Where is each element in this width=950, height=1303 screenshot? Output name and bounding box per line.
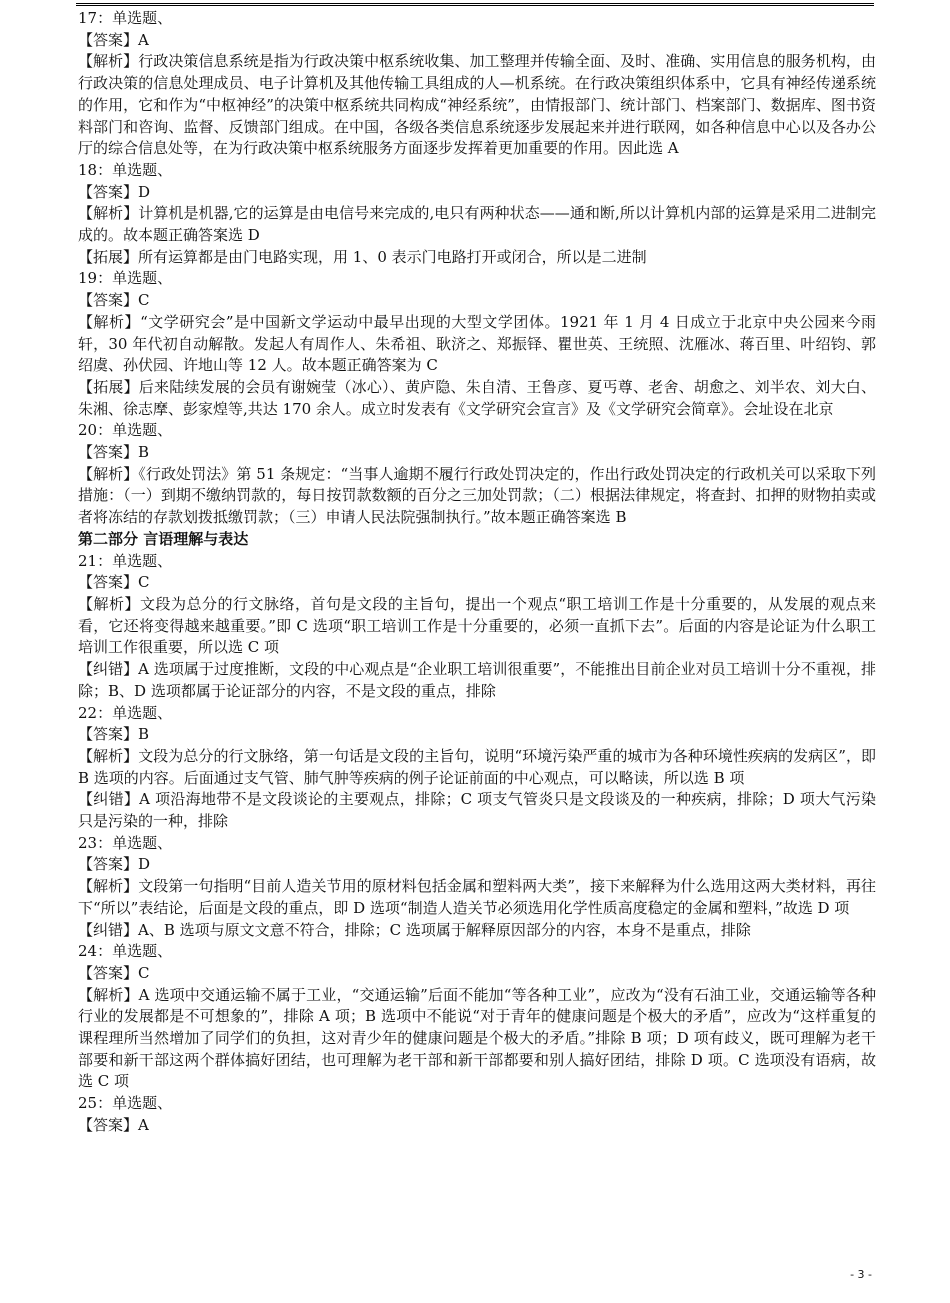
document-body xyxy=(78,8,876,1137)
header-rule xyxy=(76,3,874,6)
section-heading: 第二部分 言语理解与表达 xyxy=(78,529,249,548)
explanation-paragraph: 【解析】文段第一句指明“目前人造关节用的原材料包括金属和塑料两大类”，接下来解释为什么选用这两大类材料，再往下“所以”表结论，后面是文段的重点，即 D 选项“制造人造关节必须选用化学性质高度稳定的金属和塑料，”故选 D 项 xyxy=(78,877,876,917)
explanation-paragraph: 【解析】文段为总分的行文脉络，第一句话是文段的主旨句，说明“环境污染严重的城市为各种环境性疾病的发病区”，即 B 选项的内容。后面通过支气管、肺气肿等疾病的例子论证前面的中心观点，可以略读，所以选 B 项 xyxy=(78,746,876,787)
answer-line: 【答案】A xyxy=(78,30,149,49)
extension-paragraph: 【拓展】所有运算都是由门电路实现，用 1、0 表示门电路打开或闭合，所以是二进制 xyxy=(78,247,647,266)
explanation-paragraph: 【解析】文段为总分的行文脉络，首句是文段的主旨句，提出一个观点“职工培训工作是十分重要的，从发展的观点来看，它还将变得越来越重要。”即 C 选项“职工培训工作是十分重要的，必须一直抓下去”。后面的内容是论证为什么职工培训工作很重要，所以选 C 项 xyxy=(78,594,876,657)
answer-line: 【答案】B xyxy=(78,725,150,744)
question-23-label: 23：单选题、 xyxy=(78,833,173,852)
explanation-paragraph: 【解析】计算机是机器,它的运算是由电信号来完成的,电只有两种状态——通和断,所以计算机内部的运算是采用二进制完成的。故本题正确答案选 D xyxy=(78,204,876,245)
answer-line: 【答案】C xyxy=(78,573,150,592)
correction-paragraph: 【纠错】A、B 选项与原文文意不符合，排除；C 选项属于解释原因部分的内容，本身不是重点，排除 xyxy=(78,920,751,939)
answer-line: 【答案】B xyxy=(78,443,150,462)
question-20-label: 20：单选题、 xyxy=(78,421,173,440)
correction-paragraph: 【纠错】A 项沿海地带不是文段谈论的主要观点，排除；C 项支气管炎只是文段谈及的一种疾病，排除；D 项大气污染只是污染的一种，排除 xyxy=(78,790,876,831)
question-21-label: 21：单选题、 xyxy=(78,551,173,570)
correction-paragraph: 【纠错】A 选项属于过度推断，文段的中心观点是“企业职工培训很重要”，不能推出目前企业对员工培训十分不重视，排除；B、D 选项都属于论证部分的内容，不是文段的重点，排除 xyxy=(78,660,876,700)
explanation-paragraph: 【解析】行政决策信息系统是指为行政决策中枢系统收集、加工整理并传输全面、及时、准确、实用信息的服务机构，由行政决策的信息处理成员、电子计算机及其他传输工具组成的人—机系统。在行政决策组织体系中，它具有神经传递系统的作用，它和作为“中枢神经”的决策中枢系统共同构成“神经系统”，由情报部门、统计部门、档案部门、数据库、图书资料部门和咨询、监督、反馈部门组成。在中国，各级各类信息系统逐步发展起来并进行联网，如各种信息中心以及各办公厅的综合信息处等，在为行政决策中枢系统服务方面逐步发挥着更加重要的作用。因此选 A xyxy=(78,52,876,158)
answer-line: 【答案】D xyxy=(78,855,151,874)
extension-paragraph: 【拓展】后来陆续发展的会员有谢婉莹（冰心）、黄庐隐、朱自清、王鲁彦、夏丐尊、老舍、胡愈之、刘半农、刘大白、朱湘、徐志摩、彭家煌等,共达 170 余人。成立时发表有《文学研究会宣言》及《文学研究会简章》。会址设在北京 xyxy=(78,377,876,418)
explanation-paragraph: 【解析】《行政处罚法》第 51 条规定：“当事人逾期不履行行政处罚决定的，作出行政处罚决定的行政机关可以采取下列措施：（一）到期不缴纳罚款的，每日按罚款数额的百分之三加处罚款；（二）根据法律规定，将查封、扣押的财物拍卖或者将冻结的存款划拨抵缴罚款；（三）申请人民法院强制执行。”故本题正确答案选 B xyxy=(78,464,876,527)
explanation-paragraph: 【解析】A 选项中交通运输不属于工业，“交通运输”后面不能加“等各种工业”，应改为“没有石油工业，交通运输等各种行业的发展都是不可想象的”，排除 A 项；B 选项中不能说“对于青年的健康问题是个极大的矛盾”，应改为“这样重复的课程理所当然增加了同学们的负担，这对青少年的健康问题是个极大的矛盾。”排除 B 项；D 项有歧义，既可理解为老干部要和新干部这两个群体搞好团结，也可理解为老干部和新干部都要和别人搞好团结，排除 D 项。C 选项没有语病，故选 C 项 xyxy=(78,985,876,1091)
question-18-label: 18：单选题、 xyxy=(78,160,173,179)
question-25-label: 25：单选题、 xyxy=(78,1094,173,1113)
question-17-label: 17：单选题、 xyxy=(78,9,173,27)
question-22-label: 22：单选题、 xyxy=(78,703,173,722)
page-number: - 3 - xyxy=(850,1268,872,1281)
answer-line: 【答案】D xyxy=(78,182,151,201)
explanation-paragraph: 【解析】“文学研究会”是中国新文学运动中最早出现的大型文学团体。1921 年 1 月 4 日成立于北京中央公园来今雨轩，30 年代初自动解散。发起人有周作人、朱希祖、耿济之、郑振铎、瞿世英、王统照、沈雁冰、蒋百里、叶绍钧、郭绍虞、孙伏园、许地山等 12 人。故本题正确答案为 C xyxy=(78,312,876,375)
answer-line: 【答案】A xyxy=(78,1115,149,1134)
question-19-label: 19：单选题、 xyxy=(78,269,173,288)
question-24-label: 24：单选题、 xyxy=(78,942,173,961)
answer-line: 【答案】C xyxy=(78,963,150,982)
answer-line: 【答案】C xyxy=(78,291,150,310)
